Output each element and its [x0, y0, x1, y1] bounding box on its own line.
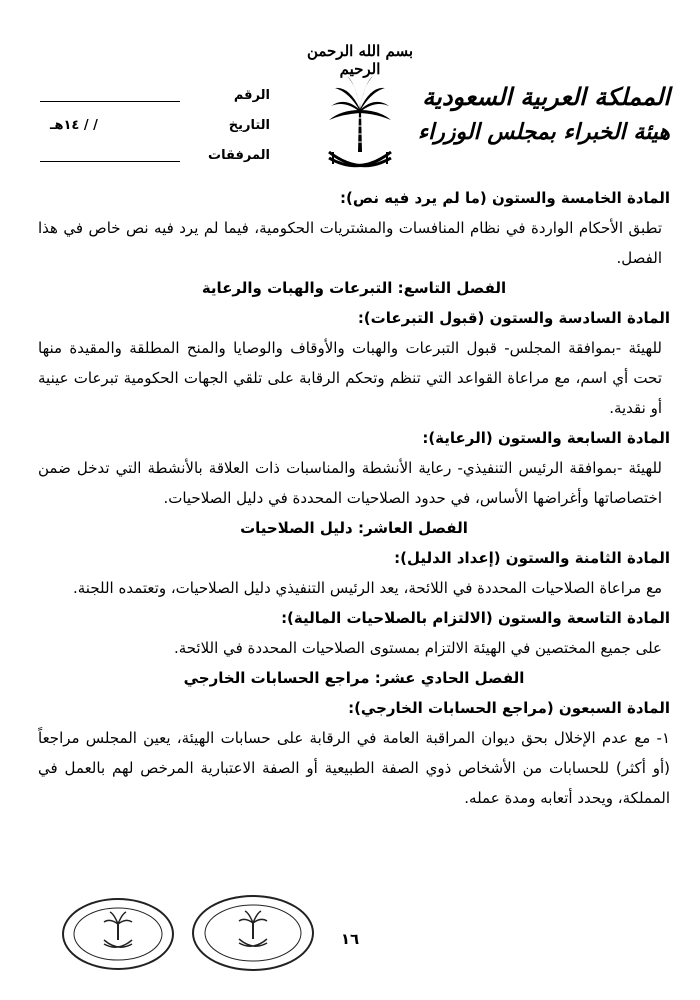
article-69-title: المادة التاسعة والستون (الالتزام بالصلاحيات المالية): [281, 609, 670, 627]
document-body [38, 183, 670, 813]
seal-left-emblem-icon [64, 900, 172, 968]
article-69-text: على جميع المختصين في الهيئة الالتزام بمستوى الصلاحيات المحددة في اللائحة. [173, 639, 662, 657]
attachments-label: المرفقات [208, 148, 270, 163]
seal-right-stamp [192, 895, 314, 971]
seal-right-emblem-icon [194, 897, 312, 969]
article-70-text: ١- مع عدم الإخلال بحق ديوان المراقبة العامة في الرقابة على حسابات الهيئة، يعين المجلس مراجعاً (أو أكثر) للحسابات من الأشخاص ذوي الصفة الطبيعية أو الصفة الاعتبارية المرخص لهم بالعمل في المملكة، ويحدد أتعابه ومدة عمله. [38, 729, 670, 807]
article-65-text: تطبق الأحكام الواردة في نظام المنافسات والمشتريات الحكومية، فيما لم يرد فيه نص خاص في هذا الفصل. [38, 219, 662, 267]
org-name-line-1: المملكة العربية السعودية [422, 82, 670, 111]
seal-left-stamp [62, 898, 174, 970]
article-66-text: للهيئة -بموافقة المجلس- قبول التبرعات والهبات والأوقاف والوصايا والمنح المطلقة والمقيدة منها تحت أي اسم، مع مراعاة القواعد التي تنظم وتحكم الرقابة على تلقي الجهات الحكومية تبرعات عينية أو نقدية. [38, 339, 662, 417]
attachments-field [40, 148, 270, 178]
article-67-text: للهيئة -بموافقة الرئيس التنفيذي- رعاية الأنشطة والمناسبات ذات العلاقة بالأنشطة التي تدخل ضمن اختصاصاتها وأغراضها الأساس، في حدود الصلاحيات المحددة في دليل الصلاحيات. [38, 459, 662, 507]
number-field [40, 88, 270, 118]
article-68-title: المادة الثامنة والستون (إعداد الدليل): [394, 549, 670, 567]
palm-swords-emblem-icon [325, 72, 395, 182]
page-number: ١٦ [340, 930, 360, 948]
date-value: / / ١٤هـ [50, 118, 98, 133]
chapter-10-title: الفصل العاشر: دليل الصلاحيات [240, 519, 468, 537]
number-label: الرقم [233, 88, 270, 103]
chapter-9-title: الفصل التاسع: التبرعات والهبات والرعاية [201, 279, 507, 297]
article-70-title: المادة السبعون (مراجع الحسابات الخارجي): [348, 699, 670, 717]
article-67-title: المادة السابعة والستون (الرعاية): [422, 429, 670, 447]
reference-fields [40, 88, 270, 178]
article-66-title: المادة السادسة والستون (قبول التبرعات): [357, 309, 670, 327]
attachments-line [40, 161, 180, 162]
number-line [40, 101, 180, 102]
date-label: التاريخ [228, 118, 270, 133]
basmala: بسم الله الرحمن الرحيم [306, 42, 414, 78]
date-field [40, 118, 270, 148]
chapter-11-title: الفصل الحادي عشر: مراجع الحسابات الخارجي [183, 669, 525, 687]
article-68-text: مع مراعاة الصلاحيات المحددة في اللائحة، يعد الرئيس التنفيذي دليل الصلاحيات، وتعتمده اللجنة. [73, 579, 662, 597]
org-name-line-2: هيئة الخبراء بمجلس الوزراء [417, 119, 670, 145]
article-65-title: المادة الخامسة والستون (ما لم يرد فيه نص): [340, 189, 670, 207]
